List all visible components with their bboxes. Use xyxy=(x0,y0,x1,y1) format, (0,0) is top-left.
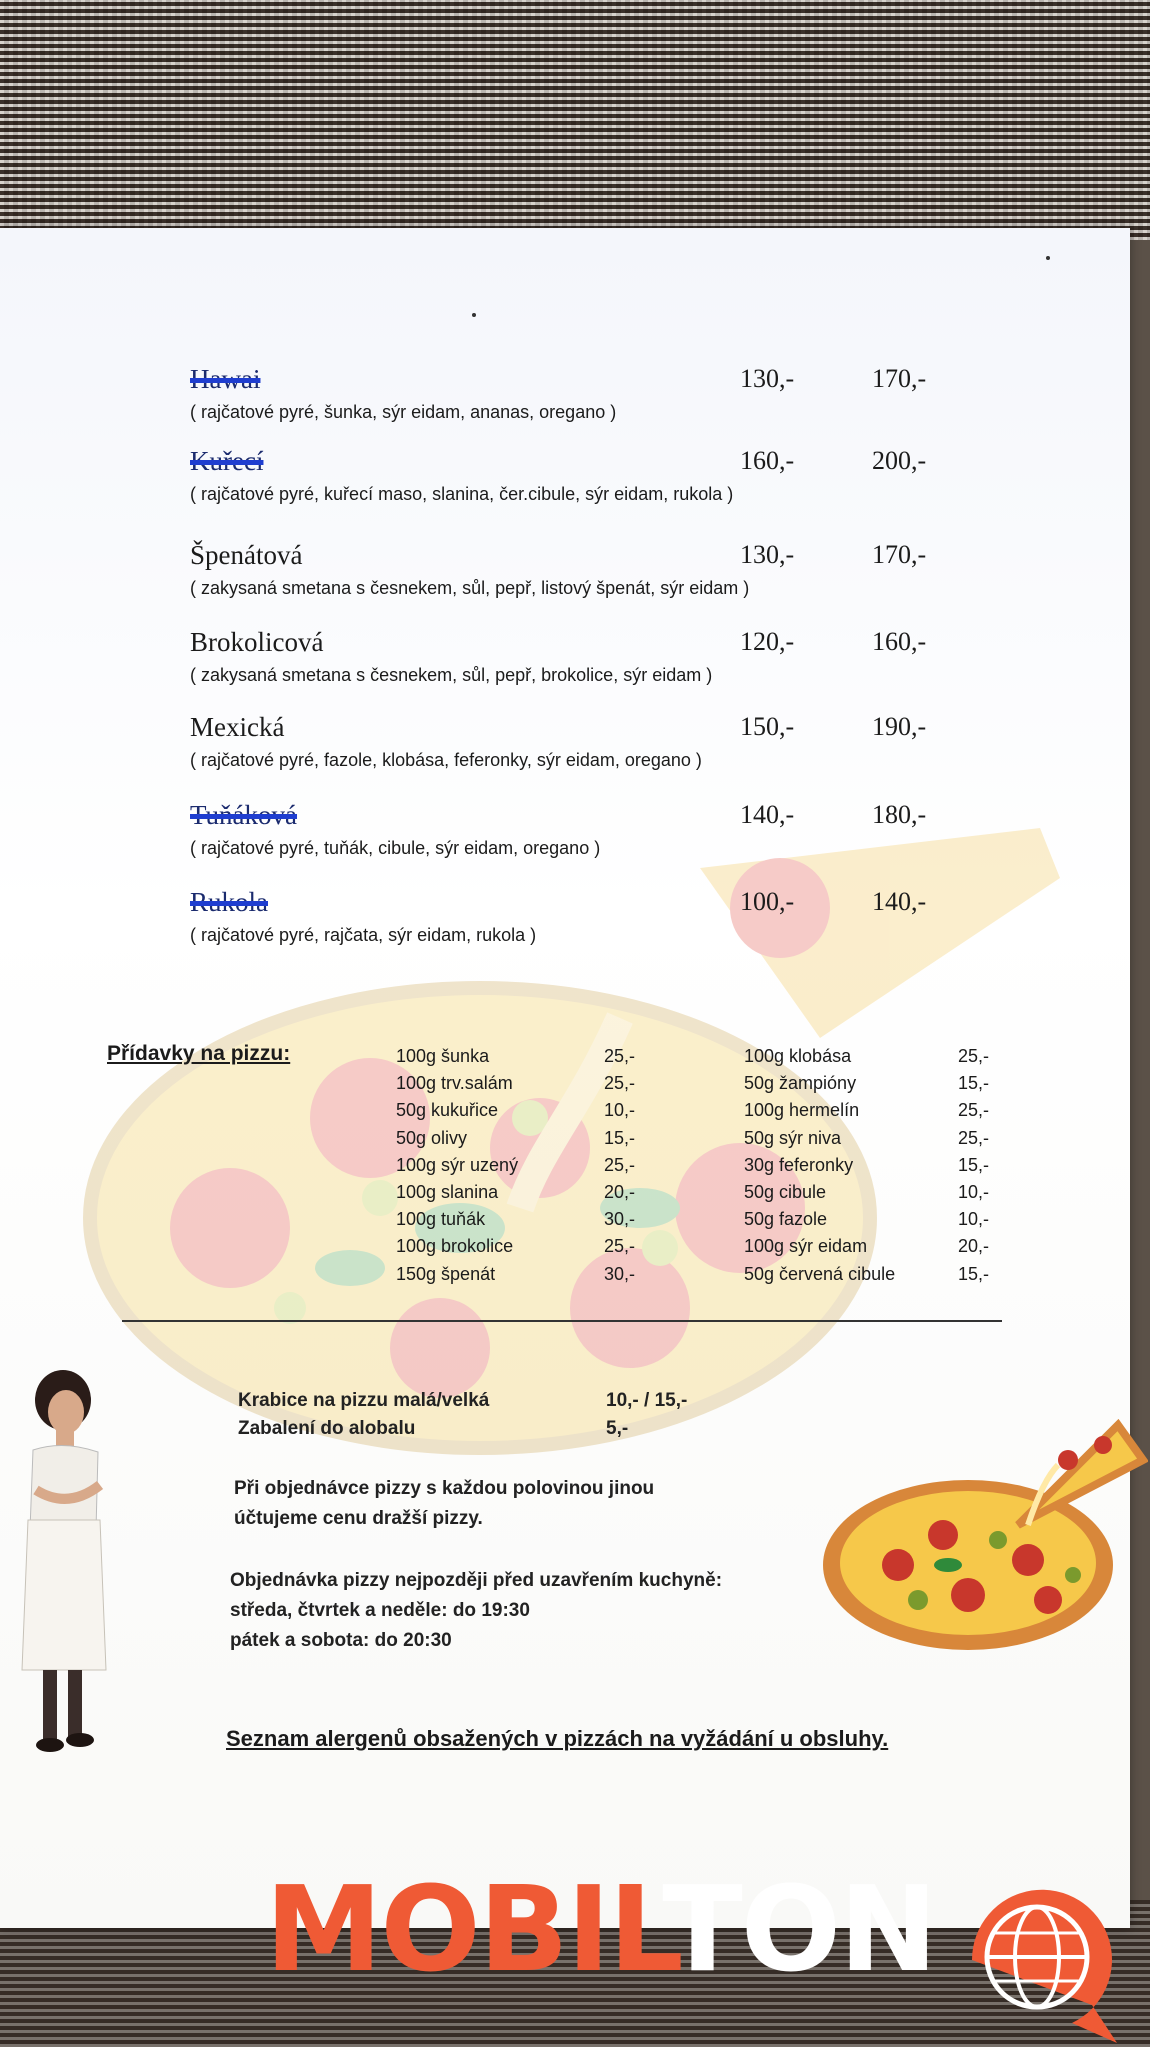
addon-item: 100g trv.salám xyxy=(396,1073,513,1094)
addon-price: 15,- xyxy=(604,1127,636,1148)
addon-item: 100g slanina xyxy=(396,1182,499,1202)
addon-item: 50g fazole xyxy=(744,1209,828,1230)
addon-price: 25,- xyxy=(604,1154,636,1175)
addon-item: 50g žampióny xyxy=(744,1073,857,1094)
addon-price: 15,- xyxy=(958,1154,990,1175)
pizza-name: Kuřecí xyxy=(190,446,264,476)
addon-item: 100g šunka xyxy=(396,1046,490,1066)
addon-price: 15,- xyxy=(958,1073,990,1094)
addon-price: 25,- xyxy=(958,1127,990,1148)
foil-price: 5,- xyxy=(606,1418,629,1439)
chef-illustration xyxy=(18,1370,108,1760)
addon-item: 50g cibule xyxy=(744,1182,827,1202)
addon-price: 30,- xyxy=(604,1209,636,1230)
half-pizza-note-line2: účtujeme cenu dražší pizzy. xyxy=(234,1508,483,1529)
pizza-name: Hawai xyxy=(190,364,261,394)
mobilton-logo xyxy=(265,1860,936,1998)
price-large: 170,- xyxy=(872,540,927,569)
price-small: 120,- xyxy=(740,627,795,656)
pizza-name: Brokolicová xyxy=(190,627,324,657)
ingredients: ( rajčatové pyré, fazole, klobása, feferonky, sýr eidam, oregano ) xyxy=(190,750,702,770)
price-large: 180,- xyxy=(872,800,927,829)
addon-price: 10,- xyxy=(958,1182,990,1202)
divider-line xyxy=(122,1320,1002,1322)
addon-price: 25,- xyxy=(604,1073,636,1094)
pizza-illustration xyxy=(818,1415,1148,1665)
addon-item: 100g sýr eidam xyxy=(744,1236,868,1257)
price-small: 150,- xyxy=(740,712,795,741)
price-large: 170,- xyxy=(872,364,927,393)
logo-part-ton: TON xyxy=(662,1860,936,1998)
foil-label: Zabalení do alobalu xyxy=(238,1418,416,1439)
price-small: 160,- xyxy=(740,446,795,475)
pizza-name: Rukola xyxy=(190,887,268,917)
pizza-name: Mexická xyxy=(190,712,285,742)
price-large: 200,- xyxy=(872,446,927,475)
pizza-name: Špenátová xyxy=(190,540,303,570)
price-large: 190,- xyxy=(872,712,927,741)
addon-item: 100g brokolice xyxy=(396,1236,514,1257)
addon-item: 100g tuňák xyxy=(396,1209,486,1230)
order-note-line2: středa, čtvrtek a neděle: do 19:30 xyxy=(230,1600,530,1621)
allergen-notice: Seznam alergenů obsažených v pizzách na vyžádání u obsluhy. xyxy=(226,1726,889,1751)
half-pizza-note-line1: Při objednávce pizzy s každou polovinou jinou xyxy=(234,1478,655,1499)
addon-price: 10,- xyxy=(604,1100,636,1121)
addon-item: 50g červená cibule xyxy=(744,1263,896,1284)
addon-price: 25,- xyxy=(958,1100,990,1121)
order-note-line1: Objednávka pizzy nejpozději před uzavřením kuchyně: xyxy=(230,1570,723,1591)
addon-price: 25,- xyxy=(604,1236,636,1257)
price-large: 160,- xyxy=(872,627,927,656)
ingredients: ( rajčatové pyré, kuřecí maso, slanina, čer.cibule, sýr eidam, rukola ) xyxy=(190,484,734,504)
addon-price: 20,- xyxy=(604,1182,636,1202)
tablecloth-top xyxy=(0,0,1150,240)
addon-item: 150g špenát xyxy=(396,1263,496,1284)
addon-price: 25,- xyxy=(604,1046,636,1066)
addon-price: 30,- xyxy=(604,1263,636,1284)
addon-item: 50g olivy xyxy=(396,1127,468,1148)
box-price: 10,- / 15,- xyxy=(606,1390,688,1411)
price-small: 130,- xyxy=(740,364,795,393)
globe-speech-icon xyxy=(952,1875,1127,2045)
price-small: 100,- xyxy=(740,887,795,916)
ingredients: ( zakysaná smetana s česnekem, sůl, pepř, listový špenát, sýr eidam ) xyxy=(190,578,750,598)
order-note-line3: pátek a sobota: do 20:30 xyxy=(230,1630,452,1651)
addon-item: 100g klobása xyxy=(744,1046,852,1066)
ingredients: ( zakysaná smetana s česnekem, sůl, pepř, brokolice, sýr eidam ) xyxy=(190,665,713,685)
addon-item: 50g sýr niva xyxy=(744,1127,842,1148)
logo-part-mobil: MOBIL xyxy=(265,1860,663,1998)
addon-item: 100g sýr uzený xyxy=(396,1154,519,1175)
price-small: 130,- xyxy=(740,540,795,569)
ingredients: ( rajčatové pyré, šunka, sýr eidam, ananas, oregano ) xyxy=(190,402,617,422)
addon-item: 30g feferonky xyxy=(744,1154,854,1175)
addon-item: 100g hermelín xyxy=(744,1100,860,1121)
addon-price: 20,- xyxy=(958,1236,990,1257)
addon-price: 10,- xyxy=(958,1209,990,1230)
addons-title: Přídavky na pizzu: xyxy=(107,1042,291,1065)
paper-speck xyxy=(472,313,476,317)
box-label: Krabice na pizzu malá/velká xyxy=(238,1390,490,1411)
addon-price: 25,- xyxy=(958,1046,990,1066)
price-small: 140,- xyxy=(740,800,795,829)
price-large: 140,- xyxy=(872,887,927,916)
ingredients: ( rajčatové pyré, rajčata, sýr eidam, rukola ) xyxy=(190,925,537,945)
pizza-name: Tuňáková xyxy=(190,800,298,830)
paper-speck xyxy=(1046,256,1050,260)
ingredients: ( rajčatové pyré, tuňák, cibule, sýr eidam, oregano ) xyxy=(190,838,601,858)
addon-item: 50g kukuřice xyxy=(396,1100,499,1121)
addon-price: 15,- xyxy=(958,1263,990,1284)
